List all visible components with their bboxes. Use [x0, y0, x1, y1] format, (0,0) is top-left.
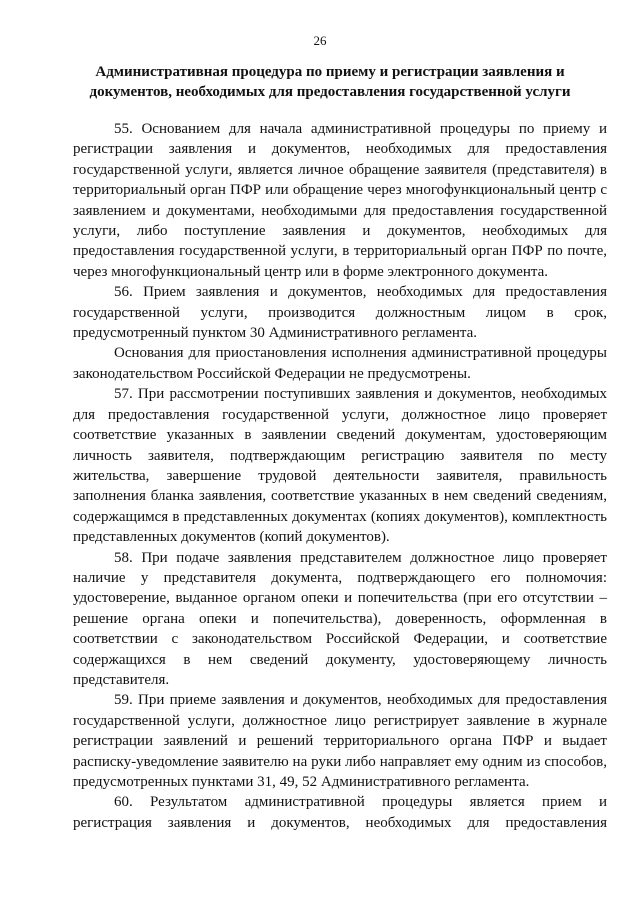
paragraph-60: 60. Результатом административной процедуры является прием и регистрация заявления и документов, необходимых для предоставления [73, 794, 607, 831]
page-number: 26 [313, 33, 327, 48]
paragraph-59: 59. При приеме заявления и документов, необходимых для предоставления государственной услуги, должностное лицо регистрирует заявление в журнале регистрации заявлений и решений территориального органа ПФР и выдает расписку-уведомление заявителю на руки либо направляет ему одним из способов, предусмотренных пунктами 31, 49, 52 Административного регламента. [73, 692, 607, 790]
paragraph-56: 56. Прием заявления и документов, необходимых для предоставления государственной услуги, производится должностным лицом в срок, предусмотренный пунктом 30 Административного регламента. [73, 284, 607, 342]
paragraph-58: 58. При подаче заявления представителем должностное лицо проверяет наличие у представителя документа, подтверждающего его полномочия: удостоверение, выданное органом опеки и попечительства (при его отсутствии – решение органа опеки и попечительства), доверенность, оформленная в соответствии с законодательством Российской Федерации, и соответствие содержащихся в нем сведений документу, удостоверяющему личность представителя. [73, 549, 607, 688]
paragraph-55: 55. Основанием для начала административной процедуры по приему и регистрации заявления и документов, необходимых для предоставления государственной услуги, является личное обращение заявителя (представителя) в территориальный орган ПФР или обращение через многофункциональный центр с заявлением и документами, необходимыми для предоставления государственной услуги, либо поступление заявления и документов, необходимых для предоставления государственной услуги, в территориальный орган ПФР по почте, через многофункциональный центр или в форме электронного документа. [73, 121, 607, 280]
document-body [73, 119, 607, 833]
paragraph-57: 57. При рассмотрении поступивших заявления и документов, необходимых для предоставления государственной услуги, должностное лицо проверяет соответствие указанных в заявлении сведений документам, удостоверяющим личность заявителя, подтверждающим регистрацию заявителя по месту жительства, завершение трудовой деятельности заявителя, правильность заполнения бланка заявления, соответствие указанных в нем сведений сведениям, содержащимся в представленных документах (копиях документов), комплектность представленных документов (копий документов). [73, 386, 607, 546]
paragraph-suspension-grounds: Основания для приостановления исполнения административной процедуры законодательством Российской Федерации не предусмотрены. [73, 345, 607, 382]
section-heading: Административная процедура по приему и регистрации заявления и документов, необходимых для предоставления государственной услуги [89, 64, 571, 100]
